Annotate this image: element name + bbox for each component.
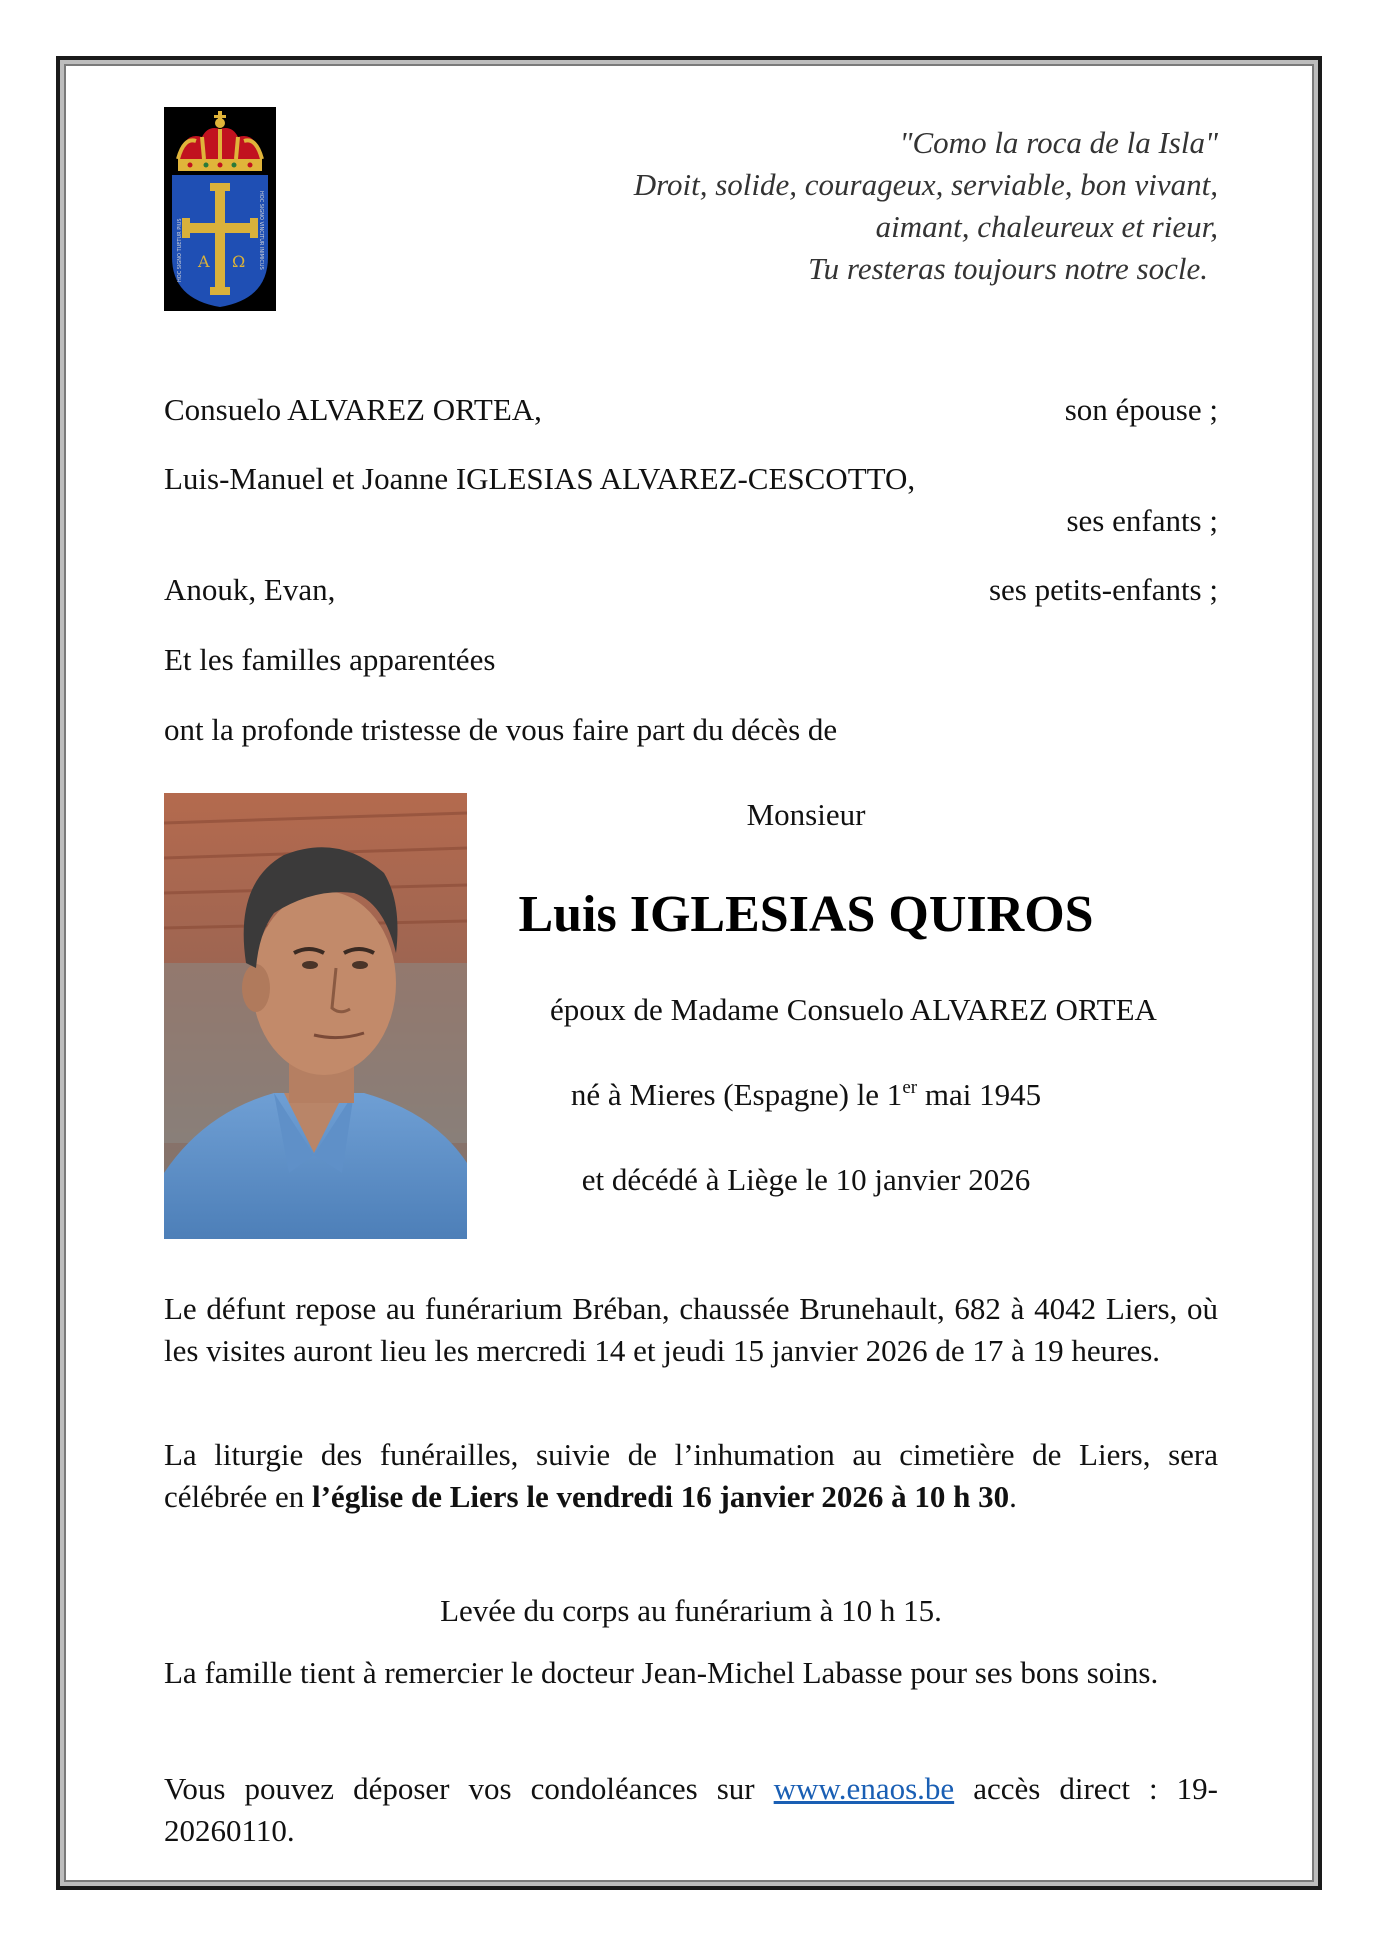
svg-text:A: A bbox=[198, 252, 210, 271]
condolences-prefix: Vous pouvez déposer vos condoléances sur bbox=[164, 1771, 774, 1806]
epigraph-line: "Como la roca de la Isla" bbox=[899, 125, 1218, 160]
liturgy-bold: l’église de Liers le vendredi 16 janvier 2026 à 10 h 30 bbox=[312, 1479, 1010, 1514]
enaos-link[interactable]: www.enaos.be bbox=[773, 1771, 955, 1806]
spouse-role: son épouse ; bbox=[1064, 392, 1218, 427]
birth-prefix: né à Mieres (Espagne) le 1 bbox=[570, 1077, 903, 1112]
asturias-coat-of-arms bbox=[164, 107, 276, 311]
children-role: ses enfants ; bbox=[1066, 503, 1218, 538]
death-line: et décédé à Liège le 10 janvier 2026 bbox=[581, 1162, 1031, 1197]
epigraph bbox=[634, 122, 1218, 290]
spouse-name: Consuelo ALVAREZ ORTEA, bbox=[164, 392, 542, 427]
deceased-title: Monsieur bbox=[746, 797, 866, 832]
children-name: Luis-Manuel et Joanne IGLESIAS ALVAREZ-CESCOTTO, bbox=[164, 461, 916, 496]
deceased-spouse-line: époux de Madame Consuelo ALVAREZ ORTEA bbox=[550, 992, 1157, 1027]
liturgy-prefix: La liturgie des funérailles, suivie de l’inhumation au cimetière de Liers, sera célébrée en bbox=[164, 1437, 1218, 1514]
condolences-suffix: accès direct : 19-20260110. bbox=[164, 1771, 1218, 1848]
levee-line: Levée du corps au funérarium à 10 h 15. bbox=[440, 1593, 942, 1628]
svg-text:HOC SIGNO TUETUR PIUS: HOC SIGNO TUETUR PIUS bbox=[177, 218, 183, 282]
visitation-paragraph: Le défunt repose au funérarium Bréban, chaussée Brunehault, 682 à 4042 Liers, où les visites auront lieu les mercredi 14 et jeudi 15 janvier 2026 de 17 à 19 heures. bbox=[164, 1291, 1218, 1368]
deceased-name: Luis IGLESIAS QUIROS bbox=[518, 886, 1094, 943]
announcement-line: ont la profonde tristesse de vous faire part du décès de bbox=[164, 712, 838, 747]
grandchildren-name: Anouk, Evan, bbox=[164, 572, 336, 607]
epigraph-line: Droit, solide, courageux, serviable, bon vivant, bbox=[633, 167, 1218, 202]
grandchildren-role: ses petits-enfants ; bbox=[988, 572, 1218, 607]
relatives-line: Et les familles apparentées bbox=[164, 642, 496, 677]
birth-line bbox=[480, 1075, 1132, 1115]
liturgy-suffix: . bbox=[1009, 1479, 1017, 1514]
epigraph-line: Tu resteras toujours notre socle. bbox=[808, 251, 1208, 286]
thanks-paragraph: La famille tient à remercier le docteur Jean-Michel Labasse pour ses bons soins. bbox=[164, 1655, 1159, 1690]
epigraph-line: aimant, chaleureux et rieur, bbox=[875, 209, 1218, 244]
svg-text:Ω: Ω bbox=[232, 252, 246, 271]
liturgy-paragraph bbox=[164, 1434, 1218, 1518]
portrait-photo bbox=[164, 793, 467, 1239]
svg-text:HOC SIGNO VINCITUR INIMICUS: HOC SIGNO VINCITUR INIMICUS bbox=[258, 191, 264, 270]
birth-suffix: mai 1945 bbox=[917, 1077, 1042, 1112]
condolences-paragraph bbox=[164, 1768, 1218, 1852]
birth-ordinal: er bbox=[902, 1077, 918, 1098]
